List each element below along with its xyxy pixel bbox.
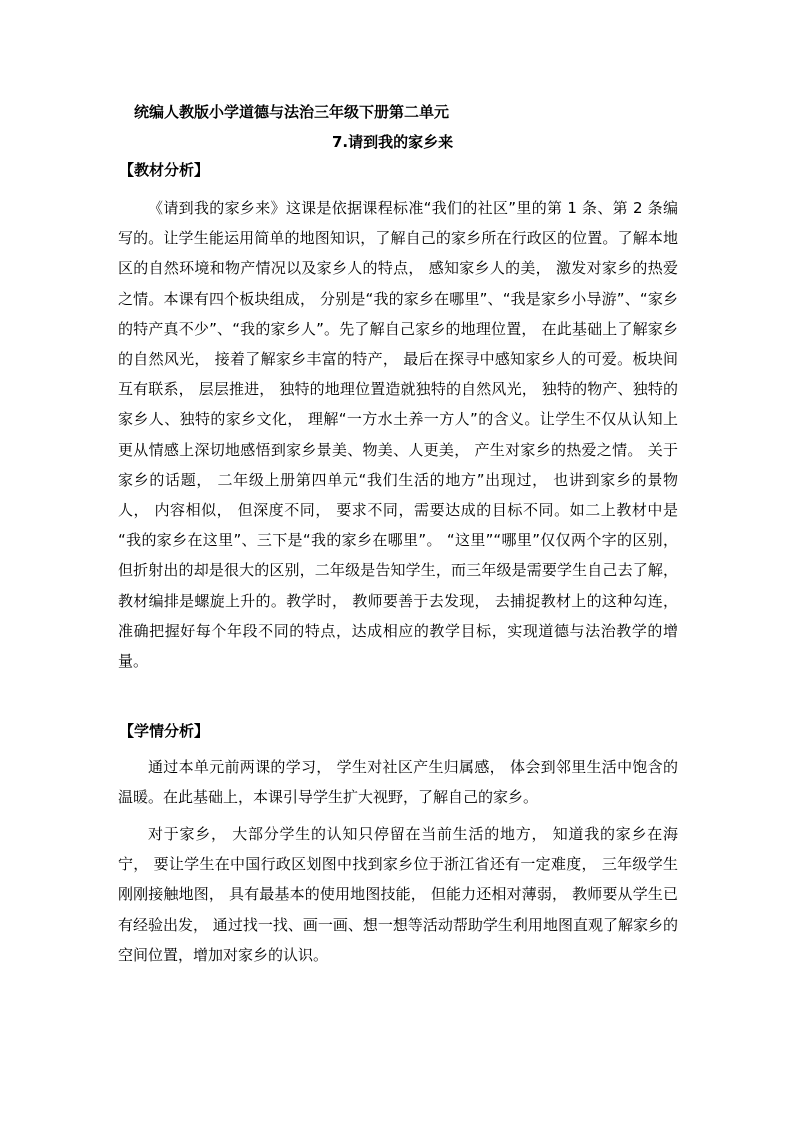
paragraph-student-analysis-1: 通过本单元前两课的学习， 学生对社区产生归属感， 体会到邻里生活中饱含的温暖。在此基础上，本课引导学生扩大视野，了解自己的家乡。 (118, 758, 678, 807)
paragraph-textbook-analysis: 《请到我的家乡来》这课是依据课程标准“我们的社区”里的第 1 条、第 2 条编写的。让学生能运用简单的地图知识，了解自己的家乡所在行政区的位置。了解本地区的自然环境和物产情况以及家乡人的特点， 感知家乡人的美， 激发对家乡的热爱之情。本课有四个板块组成， 分别是“我的家乡在哪里”、“我是家乡小导游”、“家乡的特产真不少”、“我的家乡人”。先了解自己家乡的地理位置， 在此基础上了解家乡的自然风光， 接着了解家乡丰富的特产， 最后在探寻中感知家乡人的可爱。板块间互有联系， 层层推进， 独特的地理位置造就独特的自然风光， 独特的物产、独特的家乡人、独特的家乡文化， 理解“一方水土养一方人”的含义。让学生不仅从认知上更从情感上深切地感悟到家乡景美、物美、人更美， 产生对家乡的热爱之情。 关于家乡的话题， 二年级上册第四单元“我们生活的地方”出现过， 也讲到家乡的景物人， 内容相似， 但深度不同， 要求不同，需要达成的目标不同。如二上教材中是 “我的家乡在这里”、三下是“我的家乡在哪里”。 “这里”“哪里”仅仅两个字的区别， 但折射出的却是很大的区别，二年级是告知学生，而三年级是需要学生自己去了解，教材编排是螺旋上升的。教学时， 教师要善于去发现， 去捕捉教材上的这种勾连， 准确把握好每个年段不同的特点，达成相应的教学目标，实现道德与法治教学的增量。 (118, 199, 678, 671)
section-heading-textbook-analysis: 【教材分析】 (119, 161, 210, 179)
paragraph-student-analysis-2: 对于家乡， 大部分学生的认知只停留在当前生活的地方， 知道我的家乡在海宁， 要让学生在中国行政区划图中找到家乡位于浙江省还有一定难度， 三年级学生刚刚接触地图， 具有最基本的使用地图技能， 但能力还相对薄弱， 教师要从学生已有经验出发， 通过找一找、画一画、想一想等活动帮助学生利用地图直观了解家乡的空间位置，增加对家乡的认识。 (118, 825, 678, 964)
section-heading-student-analysis: 【学情分析】 (119, 722, 210, 740)
lesson-title: 7.请到我的家乡来 (332, 133, 454, 151)
document-title: 统编人教版小学道德与法治三年级下册第二单元 (134, 103, 450, 121)
